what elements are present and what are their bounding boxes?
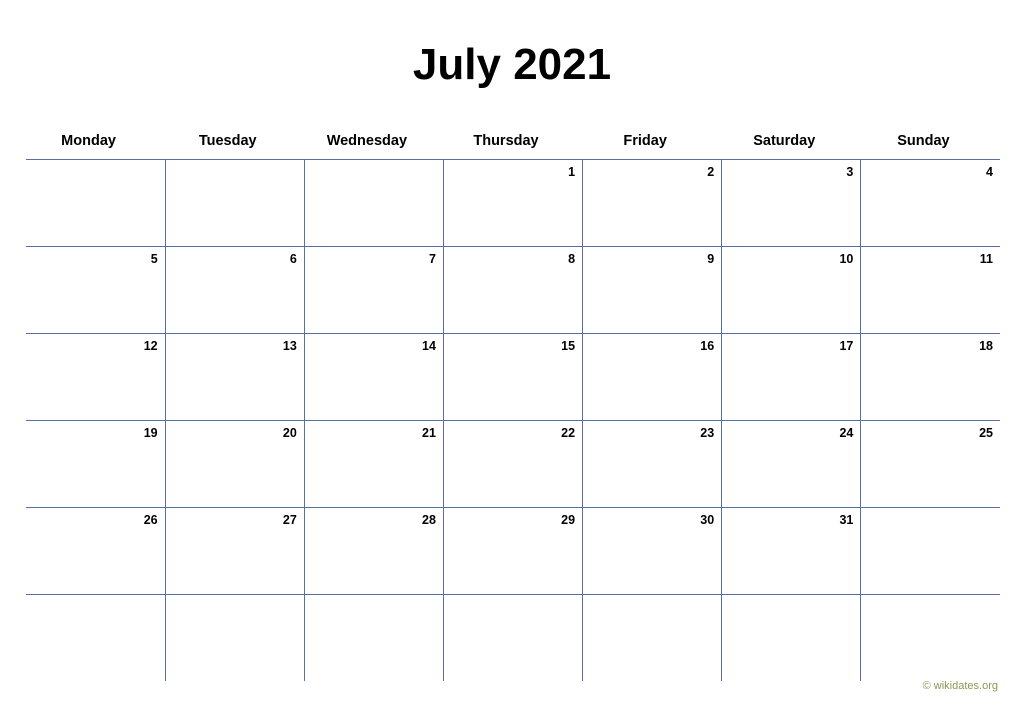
calendar-day-cell[interactable] xyxy=(304,334,443,421)
calendar-day-cell[interactable] xyxy=(722,421,861,508)
calendar-day-cell[interactable] xyxy=(26,508,165,595)
footer-credit xyxy=(923,680,998,692)
day-number: 12 xyxy=(143,339,158,353)
calendar-day-cell[interactable] xyxy=(583,160,722,247)
day-number xyxy=(166,160,304,165)
day-number: 22 xyxy=(561,426,576,440)
calendar-table xyxy=(26,127,1000,681)
day-number: 28 xyxy=(422,513,436,527)
weekday-header-monday xyxy=(26,127,165,160)
day-number: 26 xyxy=(143,513,158,527)
calendar-day-cell[interactable] xyxy=(26,595,165,682)
day-number: 1 xyxy=(568,165,576,179)
weekday-header-saturday xyxy=(722,127,861,160)
calendar-day-cell[interactable] xyxy=(583,595,722,682)
calendar-day-cell[interactable] xyxy=(722,508,861,595)
weekday-header-label: Tuesday xyxy=(198,133,257,149)
calendar-day-cell[interactable] xyxy=(304,508,443,595)
weekday-header-label: Saturday xyxy=(753,133,816,149)
calendar-week-row xyxy=(26,508,1000,595)
page-title: July 2021 xyxy=(412,40,612,89)
day-number: 15 xyxy=(561,339,576,353)
calendar-day-cell[interactable] xyxy=(861,334,1000,421)
day-number: 3 xyxy=(846,165,854,179)
calendar-day-cell[interactable] xyxy=(583,421,722,508)
day-number: 16 xyxy=(700,339,715,353)
weekday-header-friday xyxy=(583,127,722,160)
footer-site-label[interactable]: wikidates.org xyxy=(933,680,998,692)
calendar-day-cell[interactable] xyxy=(861,247,1000,334)
day-number xyxy=(26,160,165,165)
calendar-day-cell[interactable] xyxy=(583,334,722,421)
calendar-day-cell[interactable] xyxy=(722,160,861,247)
weekday-header-label: Friday xyxy=(623,133,667,149)
calendar-day-cell[interactable] xyxy=(583,508,722,595)
calendar-day-cell[interactable] xyxy=(861,421,1000,508)
day-number: 20 xyxy=(282,426,297,440)
day-number: 31 xyxy=(839,513,854,527)
calendar-day-cell[interactable] xyxy=(26,421,165,508)
calendar-day-cell[interactable] xyxy=(26,160,165,247)
calendar-day-cell[interactable] xyxy=(722,247,861,334)
calendar-day-cell[interactable] xyxy=(304,595,443,682)
calendar-day-cell[interactable] xyxy=(165,334,304,421)
day-number: 29 xyxy=(561,513,576,527)
day-number: 27 xyxy=(282,513,297,527)
weekday-header-wednesday xyxy=(304,127,443,160)
day-number xyxy=(305,595,443,600)
day-number: 8 xyxy=(568,252,576,266)
calendar-week-row xyxy=(26,595,1000,682)
calendar-day-cell[interactable] xyxy=(304,160,443,247)
day-number: 4 xyxy=(986,165,993,179)
day-number xyxy=(166,595,304,600)
calendar-day-cell[interactable] xyxy=(304,421,443,508)
day-number: 6 xyxy=(289,252,297,266)
day-number: 30 xyxy=(700,513,715,527)
day-number: 5 xyxy=(150,252,158,266)
calendar-day-cell[interactable] xyxy=(722,595,861,682)
day-number xyxy=(305,160,443,165)
calendar-header-row xyxy=(26,127,1000,160)
copyright-icon: © xyxy=(922,680,931,692)
calendar-day-cell[interactable] xyxy=(165,595,304,682)
calendar-day-cell[interactable] xyxy=(861,160,1000,247)
day-number: 21 xyxy=(422,426,436,440)
calendar-day-cell[interactable] xyxy=(26,334,165,421)
calendar-day-cell[interactable] xyxy=(165,160,304,247)
calendar-day-cell[interactable] xyxy=(443,247,582,334)
day-number: 9 xyxy=(707,252,715,266)
weekday-header-label: Wednesday xyxy=(326,133,408,149)
weekday-header-tuesday xyxy=(165,127,304,160)
day-number: 23 xyxy=(700,426,715,440)
day-number: 10 xyxy=(839,252,854,266)
calendar-grid xyxy=(26,127,1000,681)
day-number: 18 xyxy=(979,339,993,353)
calendar-day-cell[interactable] xyxy=(443,508,582,595)
day-number: 11 xyxy=(979,252,993,266)
day-number: 7 xyxy=(428,252,436,266)
calendar-day-cell[interactable] xyxy=(304,247,443,334)
weekday-header-label: Thursday xyxy=(473,133,539,149)
calendar-day-cell[interactable] xyxy=(443,334,582,421)
calendar-day-cell[interactable] xyxy=(861,508,1000,595)
day-number xyxy=(583,595,721,600)
calendar-day-cell[interactable] xyxy=(26,247,165,334)
day-number xyxy=(26,595,165,600)
weekday-header-label: Monday xyxy=(61,133,116,149)
weekday-header-sunday xyxy=(861,127,1000,160)
calendar-week-row xyxy=(26,160,1000,247)
calendar-day-cell[interactable] xyxy=(165,421,304,508)
calendar-week-row xyxy=(26,334,1000,421)
calendar-day-cell[interactable] xyxy=(722,334,861,421)
day-number xyxy=(722,595,860,600)
calendar-week-row xyxy=(26,247,1000,334)
calendar-day-cell[interactable] xyxy=(861,595,1000,682)
day-number: 19 xyxy=(143,426,158,440)
day-number: 14 xyxy=(422,339,436,353)
calendar-day-cell[interactable] xyxy=(583,247,722,334)
weekday-header-label: Sunday xyxy=(897,133,950,149)
day-number: 17 xyxy=(839,339,854,353)
day-number xyxy=(861,595,1000,600)
day-number: 25 xyxy=(979,426,993,440)
weekday-header-thursday xyxy=(443,127,582,160)
calendar-day-cell[interactable] xyxy=(443,595,582,682)
day-number xyxy=(861,508,1000,513)
calendar-week-row xyxy=(26,421,1000,508)
calendar-day-cell[interactable] xyxy=(443,160,582,247)
day-number: 2 xyxy=(707,165,715,179)
day-number: 24 xyxy=(839,426,854,440)
day-number xyxy=(444,595,582,600)
calendar-day-cell[interactable] xyxy=(443,421,582,508)
calendar-body xyxy=(26,160,1000,682)
day-number: 13 xyxy=(282,339,297,353)
calendar-day-cell[interactable] xyxy=(165,247,304,334)
calendar-day-cell[interactable] xyxy=(165,508,304,595)
